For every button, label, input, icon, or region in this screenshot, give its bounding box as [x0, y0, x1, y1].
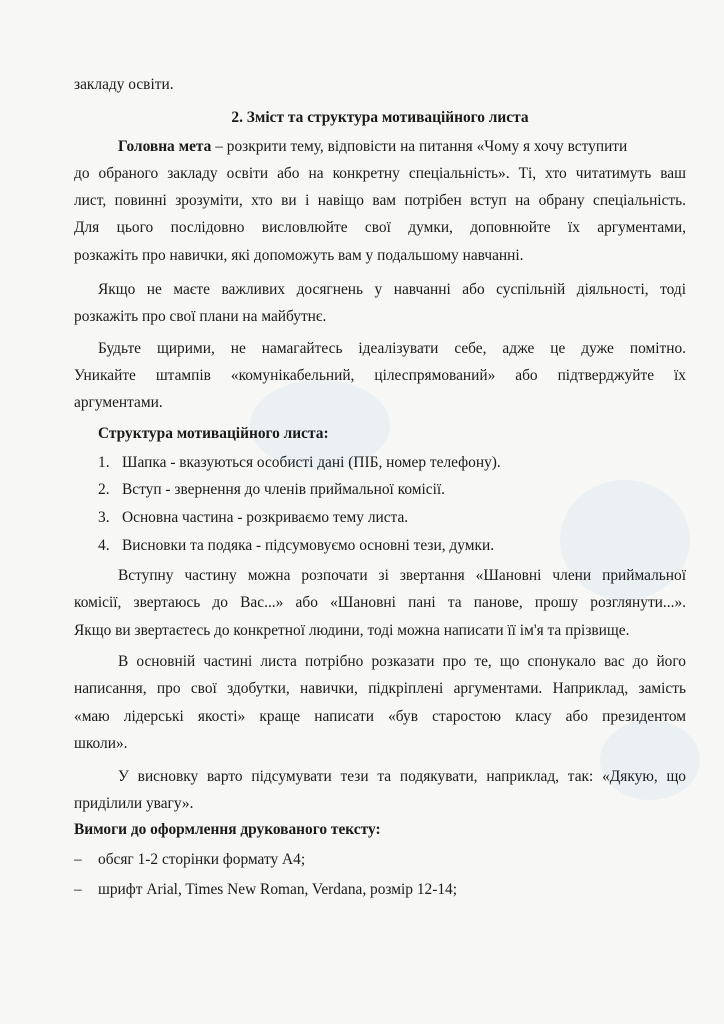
- paragraph-line: аргументами.: [74, 394, 163, 411]
- paragraph-line: Вступну частину можна розпочати зі звертання «Шановні члени приймальної: [118, 567, 686, 584]
- paragraph-line: приділили увагу».: [74, 795, 194, 812]
- list-number: 2.: [98, 481, 110, 498]
- paragraph-line: школи».: [74, 735, 128, 752]
- paragraph-line: Будьте щирими, не намагайтесь ідеалізувати себе, адже це дуже помітно.: [98, 340, 686, 357]
- paragraph-line: У висновку варто підсумувати тези та подякувати, наприклад, так: «Дякую, що: [118, 768, 686, 785]
- list-text: Вступ - звернення до членів приймальної комісії.: [122, 481, 445, 498]
- dash-marker: –: [74, 881, 82, 898]
- paragraph-line: лист, повинні зрозуміти, хто ви і навіщо вам потрібен вступ на обрану спеціальність.: [74, 192, 686, 209]
- text-line: закладу освіти.: [74, 76, 174, 93]
- structure-title: Структура мотиваційного листа:: [98, 425, 329, 442]
- paragraph-text: – розкрити тему, відповісти на питання «Чому я хочу вступити: [211, 138, 628, 155]
- paragraph-line: [118, 136, 686, 158]
- paragraph-line: Для цього послідовно висловлюйте свої думки, доповнюйте їх аргументами,: [74, 219, 686, 236]
- list-text: Основна частина - розкриваємо тему листа.: [122, 509, 409, 526]
- dash-marker: –: [74, 851, 82, 868]
- requirements-title: Вимоги до оформлення друкованого тексту:: [74, 821, 381, 838]
- paragraph-line: Уникайте штампів «комунікабельний, цілеспрямований» або підтверджуйте їх: [74, 367, 686, 384]
- paragraph-line: написання, про свої здобутки, навички, підкріплені аргументами. Наприклад, замість: [74, 680, 686, 697]
- list-text: обсяг 1-2 сторінки формату А4;: [98, 851, 306, 868]
- paragraph-line: розкажіть про навички, які допоможуть вам у подальшому навчанні.: [74, 247, 524, 264]
- list-number: 4.: [98, 537, 110, 554]
- paragraph-line: до обраного закладу освіти або на конкретну спеціальність». Ті, хто читатимуть ваш: [74, 165, 686, 182]
- list-text: шрифт Arial, Times New Roman, Verdana, розмір 12-14;: [98, 881, 458, 898]
- list-text: Шапка - вказуються особисті дані (ПІБ, номер телефону).: [122, 454, 501, 471]
- paragraph-line: комісії, звертаюсь до Вас...» або «Шановні пані та панове, прошу розглянути...».: [74, 594, 686, 611]
- paragraph-line: Якщо не маєте важливих досягнень у навчанні або суспільній діяльності, тоді: [98, 281, 686, 298]
- list-number: 3.: [98, 509, 110, 526]
- list-number: 1.: [98, 454, 110, 471]
- paragraph-line: Якщо ви звертаєтесь до конкретної людини, тоді можна написати її ім'я та прізвище.: [74, 622, 630, 639]
- paragraph-line: «маю лідерські якості» краще написати «був старостою класу або президентом: [74, 708, 686, 725]
- main-goal-label: Головна мета: [118, 138, 212, 155]
- list-text: Висновки та подяка - підсумовуємо основні тези, думки.: [122, 537, 495, 554]
- section-heading: 2. Зміст та структура мотиваційного листа: [231, 109, 529, 126]
- paragraph-line: розкажіть про свої плани на майбутнє.: [74, 308, 327, 325]
- paragraph-line: В основній частині листа потрібно розказати про те, що спонукало вас до його: [118, 653, 686, 670]
